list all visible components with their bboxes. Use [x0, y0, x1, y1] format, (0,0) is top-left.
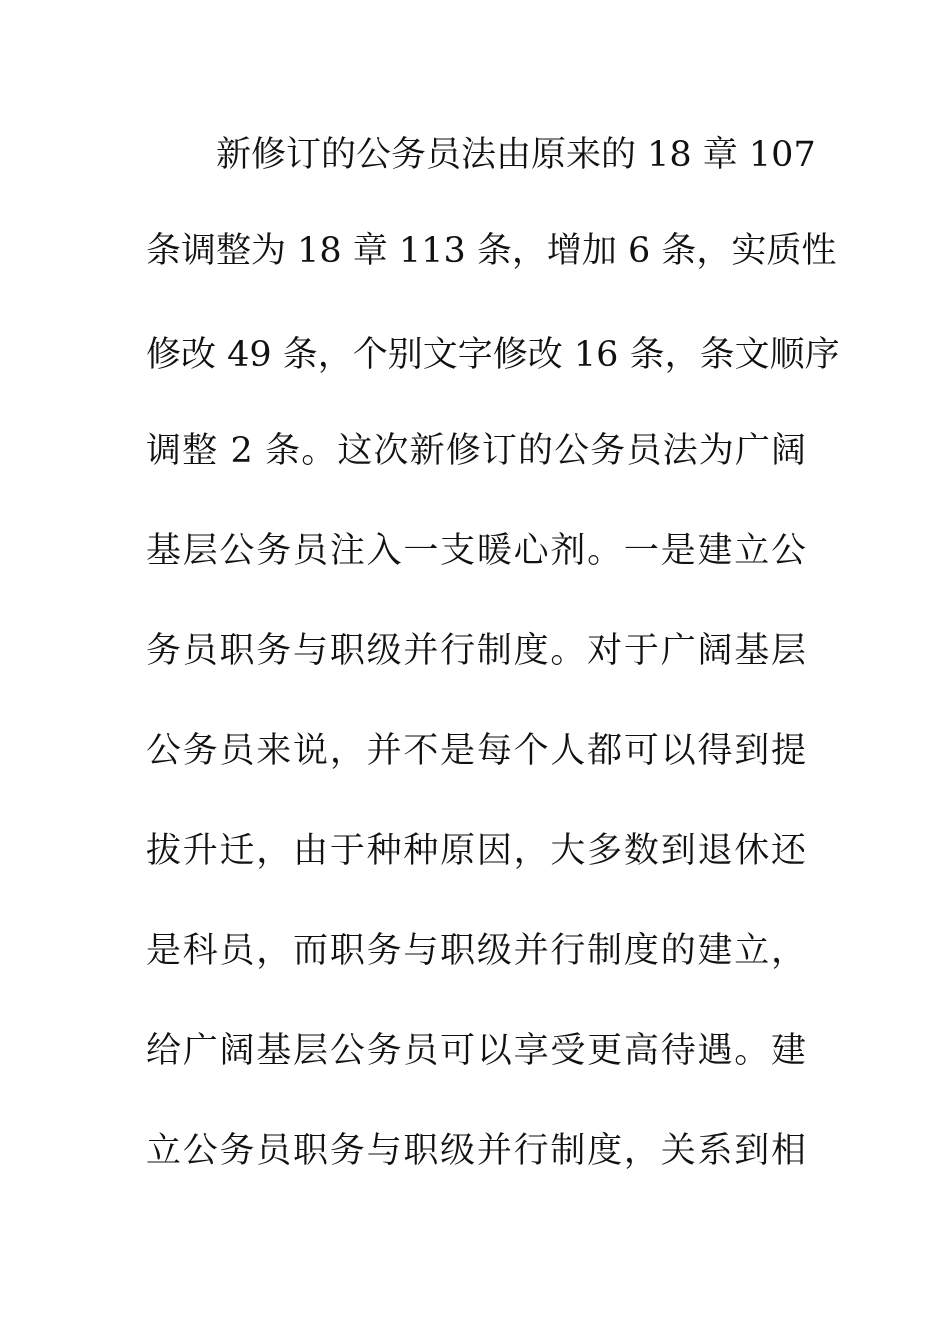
paragraph-line: 调整 2 条。这次新修订的公务员法为广阔: [146, 431, 806, 471]
paragraph-line: 给广阔基层公务员可以享受更高待遇。建: [146, 1031, 806, 1071]
paragraph-line: 基层公务员注入一支暖心剂。一是建立公: [146, 531, 806, 571]
paragraph-line: 务员职务与职级并行制度。对于广阔基层: [146, 631, 806, 671]
paragraph-line: 新修订的公务员法由原来的 18 章 107: [216, 135, 816, 175]
paragraph-line: 修改 49 条，个别文字修改 16 条，条文顺序: [146, 335, 840, 375]
paragraph-line: 是科员，而职务与职级并行制度的建立，: [146, 931, 806, 971]
paragraph-line: 公务员来说，并不是每个人都可以得到提: [146, 731, 806, 771]
paragraph-line: 立公务员职务与职级并行制度，关系到相: [146, 1131, 806, 1171]
paragraph-line: 条调整为 18 章 113 条，增加 6 条，实质性: [146, 231, 837, 271]
paragraph-line: 拔升迁，由于种种原因，大多数到退休还: [146, 831, 806, 871]
